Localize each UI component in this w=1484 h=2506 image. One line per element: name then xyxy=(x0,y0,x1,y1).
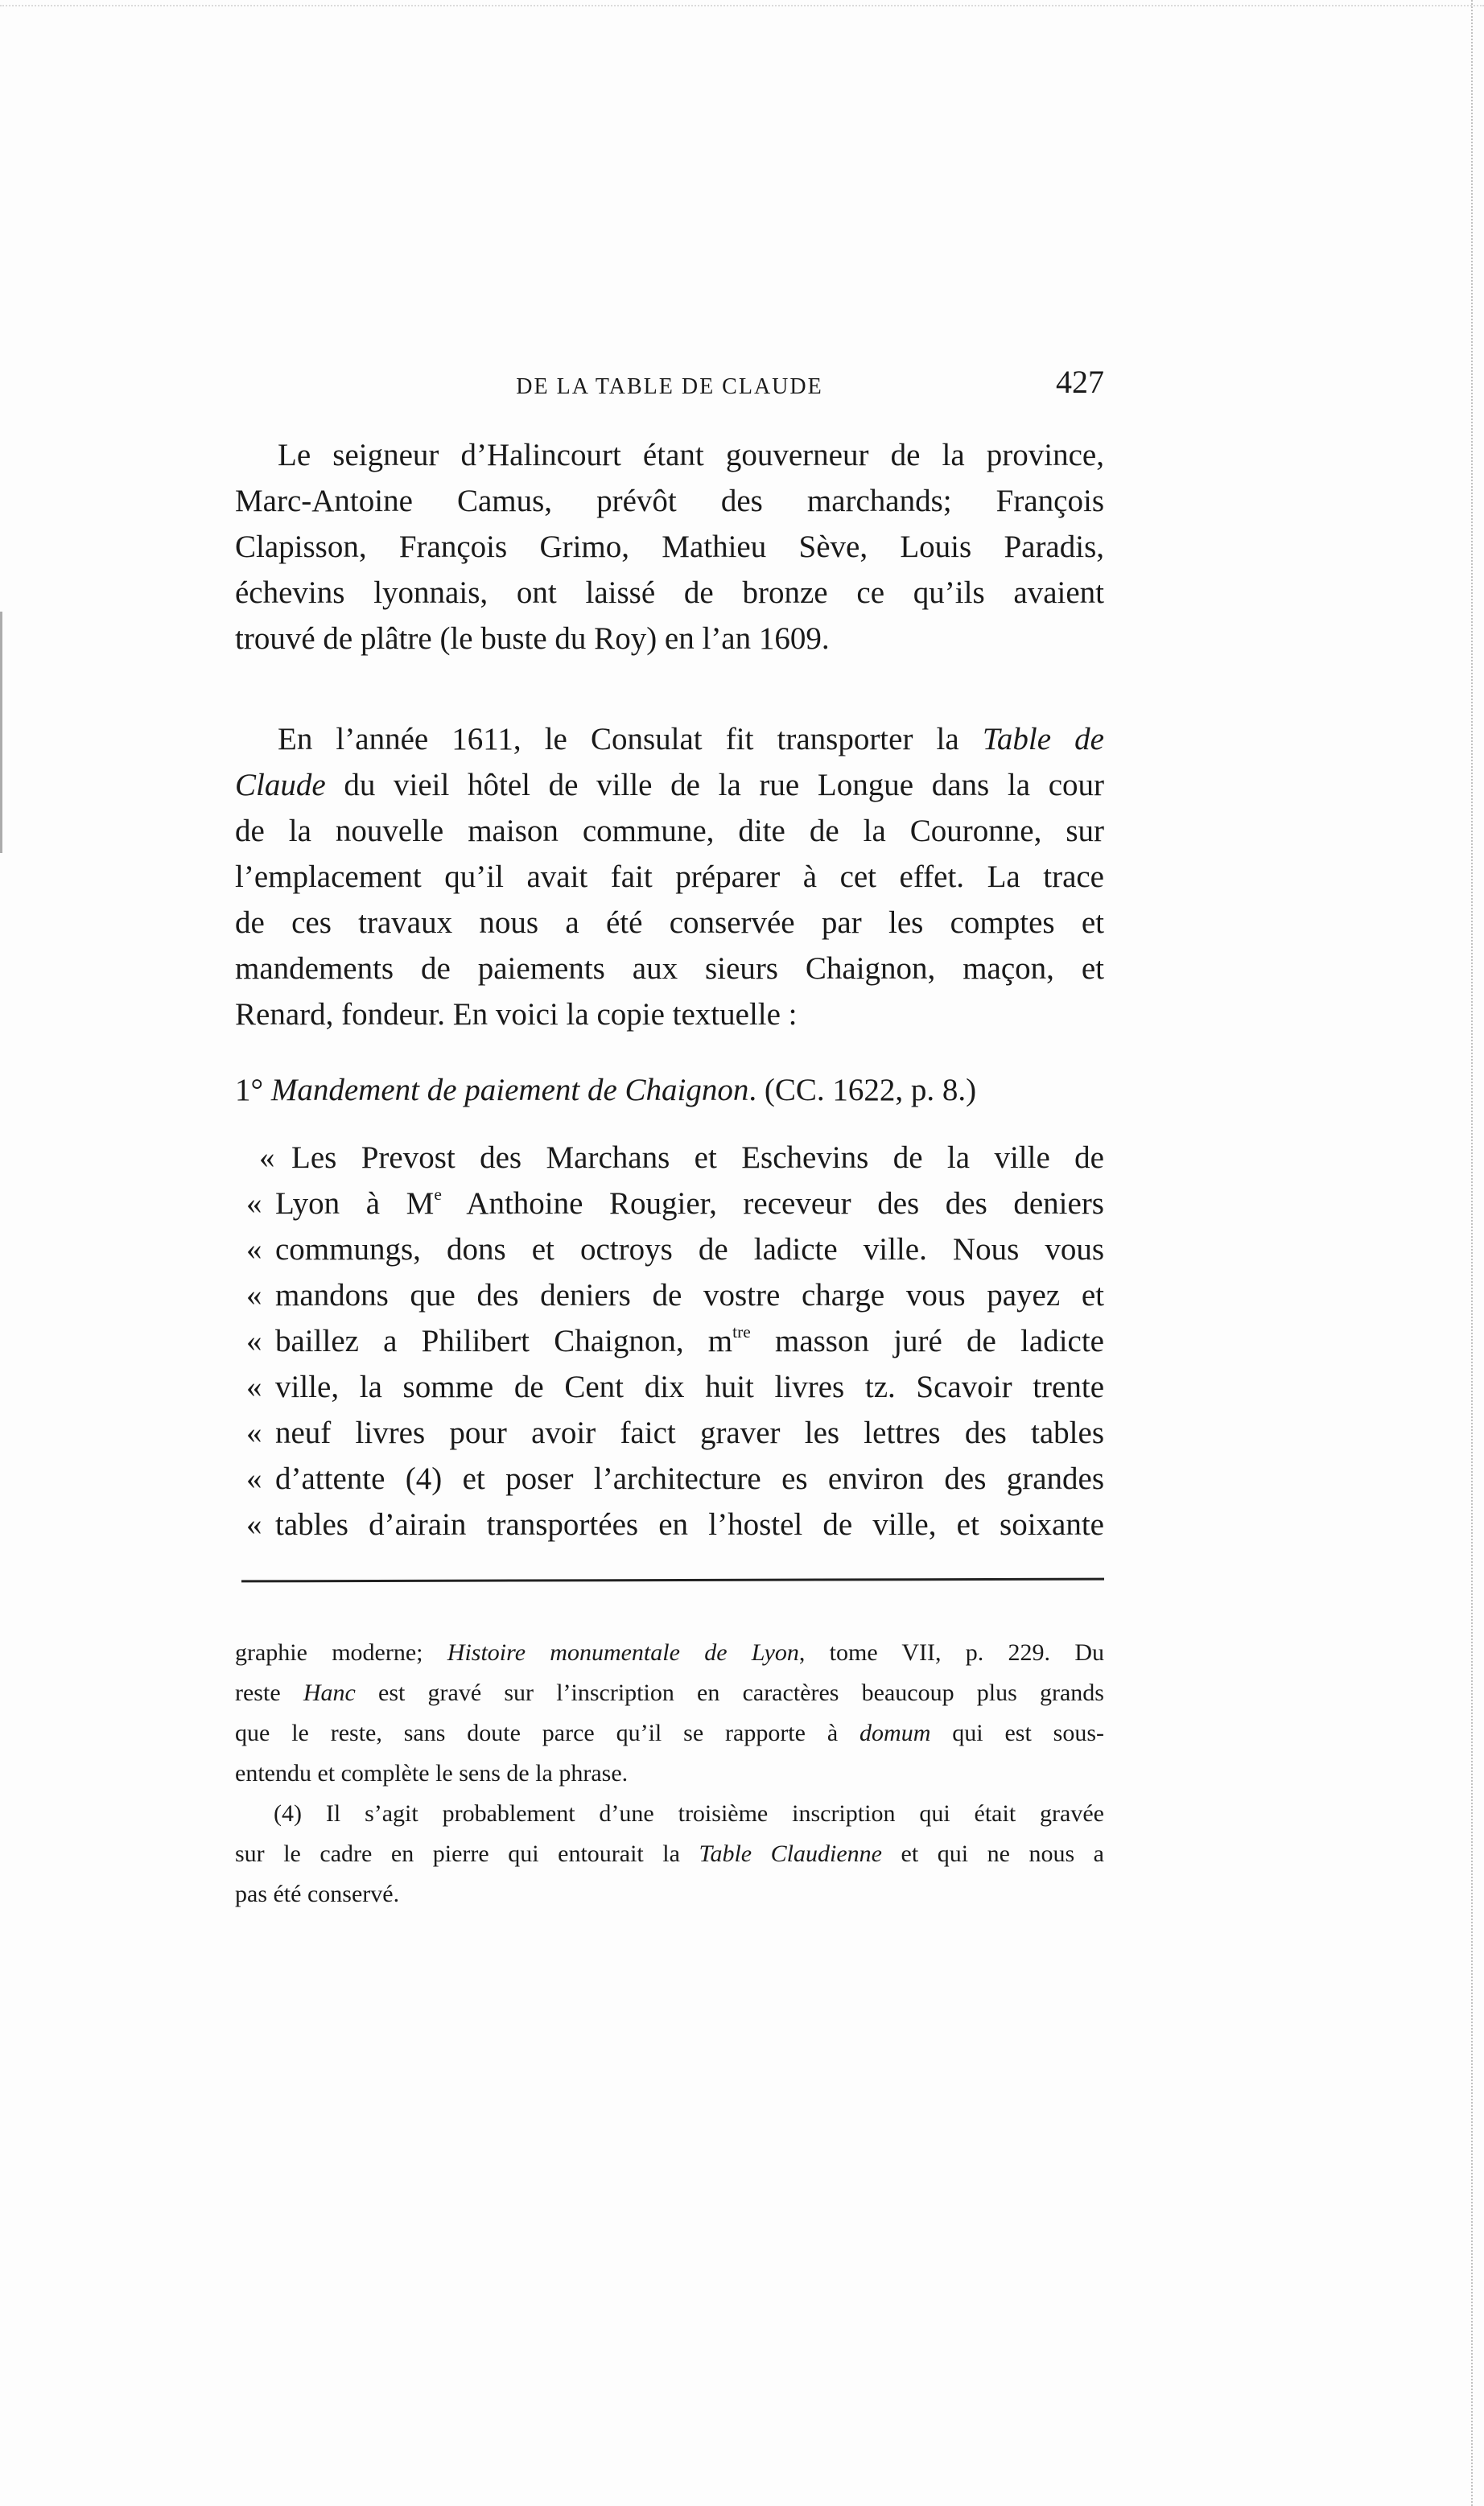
text-line xyxy=(235,1794,1104,1834)
text-span: Anthoine Rougier, receveur des des deniers xyxy=(441,1186,1104,1221)
text-span: Marc-Antoine Camus, prévôt des marchands; François xyxy=(235,484,1104,518)
text-line xyxy=(235,524,1104,570)
text-span: trouvé de plâtre (le buste du Roy) en l’an 1609. xyxy=(235,621,830,656)
line-text xyxy=(235,1673,1104,1713)
superscript-text: e xyxy=(434,1184,442,1204)
italic-text: Hanc xyxy=(303,1680,356,1706)
page-number: 427 xyxy=(1056,364,1104,400)
text-span: Clapisson, François Grimo, Mathieu Sève, Louis Paradis, xyxy=(235,530,1104,564)
italic-text: Histoire monumentale de Lyon xyxy=(447,1639,799,1666)
line-text xyxy=(275,1364,1104,1410)
text-line xyxy=(235,991,1104,1037)
line-text xyxy=(235,1067,1104,1113)
text-span: d’attente (4) et poser l’architecture es environ des grandes xyxy=(275,1461,1104,1496)
line-text xyxy=(278,716,1104,762)
line-text xyxy=(274,1794,1104,1834)
text-span: neuf livres pour avoir faict graver les lettres des tables xyxy=(275,1416,1104,1450)
text-line xyxy=(235,808,1104,854)
quotation-mark: « xyxy=(246,1324,262,1358)
line-text xyxy=(275,1226,1104,1272)
line-text xyxy=(235,570,1104,616)
text-line xyxy=(235,1456,1104,1502)
line-text xyxy=(235,946,1104,991)
text-span: mandons que des deniers de vostre charge vous payez et xyxy=(275,1278,1104,1313)
text-span: tables d’airain transportées en l’hostel de ville, et soixante xyxy=(275,1507,1104,1542)
line-text xyxy=(275,1318,1104,1364)
text-line xyxy=(235,854,1104,900)
text-line xyxy=(235,1633,1104,1673)
text-span: (4) Il s’agit probablement d’une troisième inscription qui était gravée xyxy=(274,1800,1104,1827)
text-span: de ces travaux nous a été conservée par les comptes et xyxy=(235,905,1104,940)
paragraph-1 xyxy=(235,432,1104,662)
line-text xyxy=(278,432,1104,478)
scan-right-edge xyxy=(1471,0,1478,2506)
italic-text: domum xyxy=(859,1720,931,1746)
quotation-mark: « xyxy=(259,1140,275,1175)
running-title: DE LA TABLE DE CLAUDE xyxy=(516,374,823,399)
text-line xyxy=(235,1364,1104,1410)
paragraph-2 xyxy=(235,716,1104,1037)
superscript-text: tre xyxy=(732,1321,751,1342)
line-text xyxy=(275,1272,1104,1318)
text-span: En l’année 1611, le Consulat fit transporter la xyxy=(278,722,983,756)
quoted-mandate xyxy=(235,1135,1104,1548)
line-text xyxy=(235,478,1104,524)
text-line xyxy=(235,1754,1104,1794)
scan-top-edge xyxy=(0,0,1484,6)
text-line xyxy=(235,1713,1104,1754)
text-span: entendu et complète le sens de la phrase. xyxy=(235,1760,629,1787)
text-line xyxy=(235,716,1104,762)
text-line xyxy=(235,1135,1104,1181)
text-span: qui est sous- xyxy=(930,1720,1105,1746)
text-span: Lyon à M xyxy=(275,1186,435,1221)
text-span: pas été conservé. xyxy=(235,1881,400,1907)
text-span: graphie moderne; xyxy=(235,1639,447,1666)
line-text xyxy=(235,616,1104,662)
text-span: et qui ne nous a xyxy=(881,1840,1104,1867)
line-text xyxy=(235,762,1104,808)
line-text xyxy=(235,1874,1104,1915)
line-text xyxy=(235,1754,1104,1794)
text-line xyxy=(235,1410,1104,1456)
text-span: est gravé sur l’inscription en caractères beaucoup plus grands xyxy=(355,1680,1104,1706)
text-line xyxy=(235,762,1104,808)
text-line xyxy=(235,1318,1104,1364)
text-span: l’emplacement qu’il avait fait préparer à cet effet. La trace xyxy=(235,859,1104,894)
text-span: , tome VII, p. 229. Du xyxy=(798,1639,1104,1666)
footnote-rule xyxy=(241,1578,1104,1583)
text-line xyxy=(235,1067,1104,1113)
line-text xyxy=(275,1456,1104,1502)
text-span: baillez a Philibert Chaignon, m xyxy=(275,1324,733,1358)
text-span: masson juré de ladicte xyxy=(750,1324,1104,1358)
line-text xyxy=(235,524,1104,570)
line-text xyxy=(275,1181,1104,1226)
footnote-continued xyxy=(235,1633,1104,1794)
text-span: sur le cadre en pierre qui entourait la xyxy=(235,1840,699,1867)
quotation-mark: « xyxy=(246,1232,262,1267)
italic-text: Mandement de paiement de Chaignon xyxy=(270,1073,749,1107)
text-span: commungs, dons et octroys de ladicte ville. Nous vous xyxy=(275,1232,1104,1267)
text-span: du vieil hôtel de ville de la rue Longue dans la cour xyxy=(325,768,1104,802)
text-span: ville, la somme de Cent dix huit livres tz. Scavoir trente xyxy=(275,1370,1104,1404)
text-span: Le seigneur d’Halincourt étant gouverneur de la province, xyxy=(278,438,1104,472)
line-text xyxy=(235,1713,1104,1754)
text-span: . (CC. 1622, p. 8.) xyxy=(748,1073,977,1107)
text-span: échevins lyonnais, ont laissé de bronze ce qu’ils avaient xyxy=(235,575,1104,610)
text-line xyxy=(235,1272,1104,1318)
line-text xyxy=(275,1502,1104,1548)
line-text xyxy=(235,900,1104,946)
text-line xyxy=(235,478,1104,524)
text-span: 1° xyxy=(235,1073,271,1107)
text-span: reste xyxy=(235,1680,303,1706)
line-text xyxy=(235,808,1104,854)
quotation-mark: « xyxy=(246,1278,262,1313)
section-heading xyxy=(235,1067,1104,1113)
line-text xyxy=(291,1135,1104,1181)
scan-left-mark xyxy=(0,612,2,853)
text-line xyxy=(235,1874,1104,1915)
text-line xyxy=(235,900,1104,946)
quotation-mark: « xyxy=(246,1507,262,1542)
text-span: mandements de paiements aux sieurs Chaignon, maçon, et xyxy=(235,951,1104,986)
text-line xyxy=(235,1181,1104,1226)
line-text xyxy=(235,1633,1104,1673)
footnote-4 xyxy=(235,1794,1104,1915)
line-text xyxy=(275,1410,1104,1456)
italic-text: Table de xyxy=(982,722,1104,756)
running-head xyxy=(235,364,1104,407)
line-text xyxy=(235,991,1104,1037)
text-span: Les Prevost des Marchans et Eschevins de la ville de xyxy=(291,1140,1104,1175)
text-span: de la nouvelle maison commune, dite de la Couronne, sur xyxy=(235,814,1104,848)
italic-text: Table Claudienne xyxy=(699,1840,882,1867)
line-text xyxy=(235,1834,1104,1874)
quotation-mark: « xyxy=(246,1416,262,1450)
text-line xyxy=(235,1673,1104,1713)
text-line xyxy=(235,1226,1104,1272)
quotation-mark: « xyxy=(246,1186,262,1221)
text-line xyxy=(235,432,1104,478)
italic-text: Claude xyxy=(235,768,326,802)
text-span: Renard, fondeur. En voici la copie textuelle : xyxy=(235,997,798,1032)
text-line xyxy=(235,616,1104,662)
text-line xyxy=(235,1502,1104,1548)
text-line xyxy=(235,946,1104,991)
quotation-mark: « xyxy=(246,1461,262,1496)
quotation-mark: « xyxy=(246,1370,262,1404)
text-line xyxy=(235,570,1104,616)
line-text xyxy=(235,854,1104,900)
text-line xyxy=(235,1834,1104,1874)
text-span: que le reste, sans doute parce qu’il se rapporte à xyxy=(235,1720,860,1746)
